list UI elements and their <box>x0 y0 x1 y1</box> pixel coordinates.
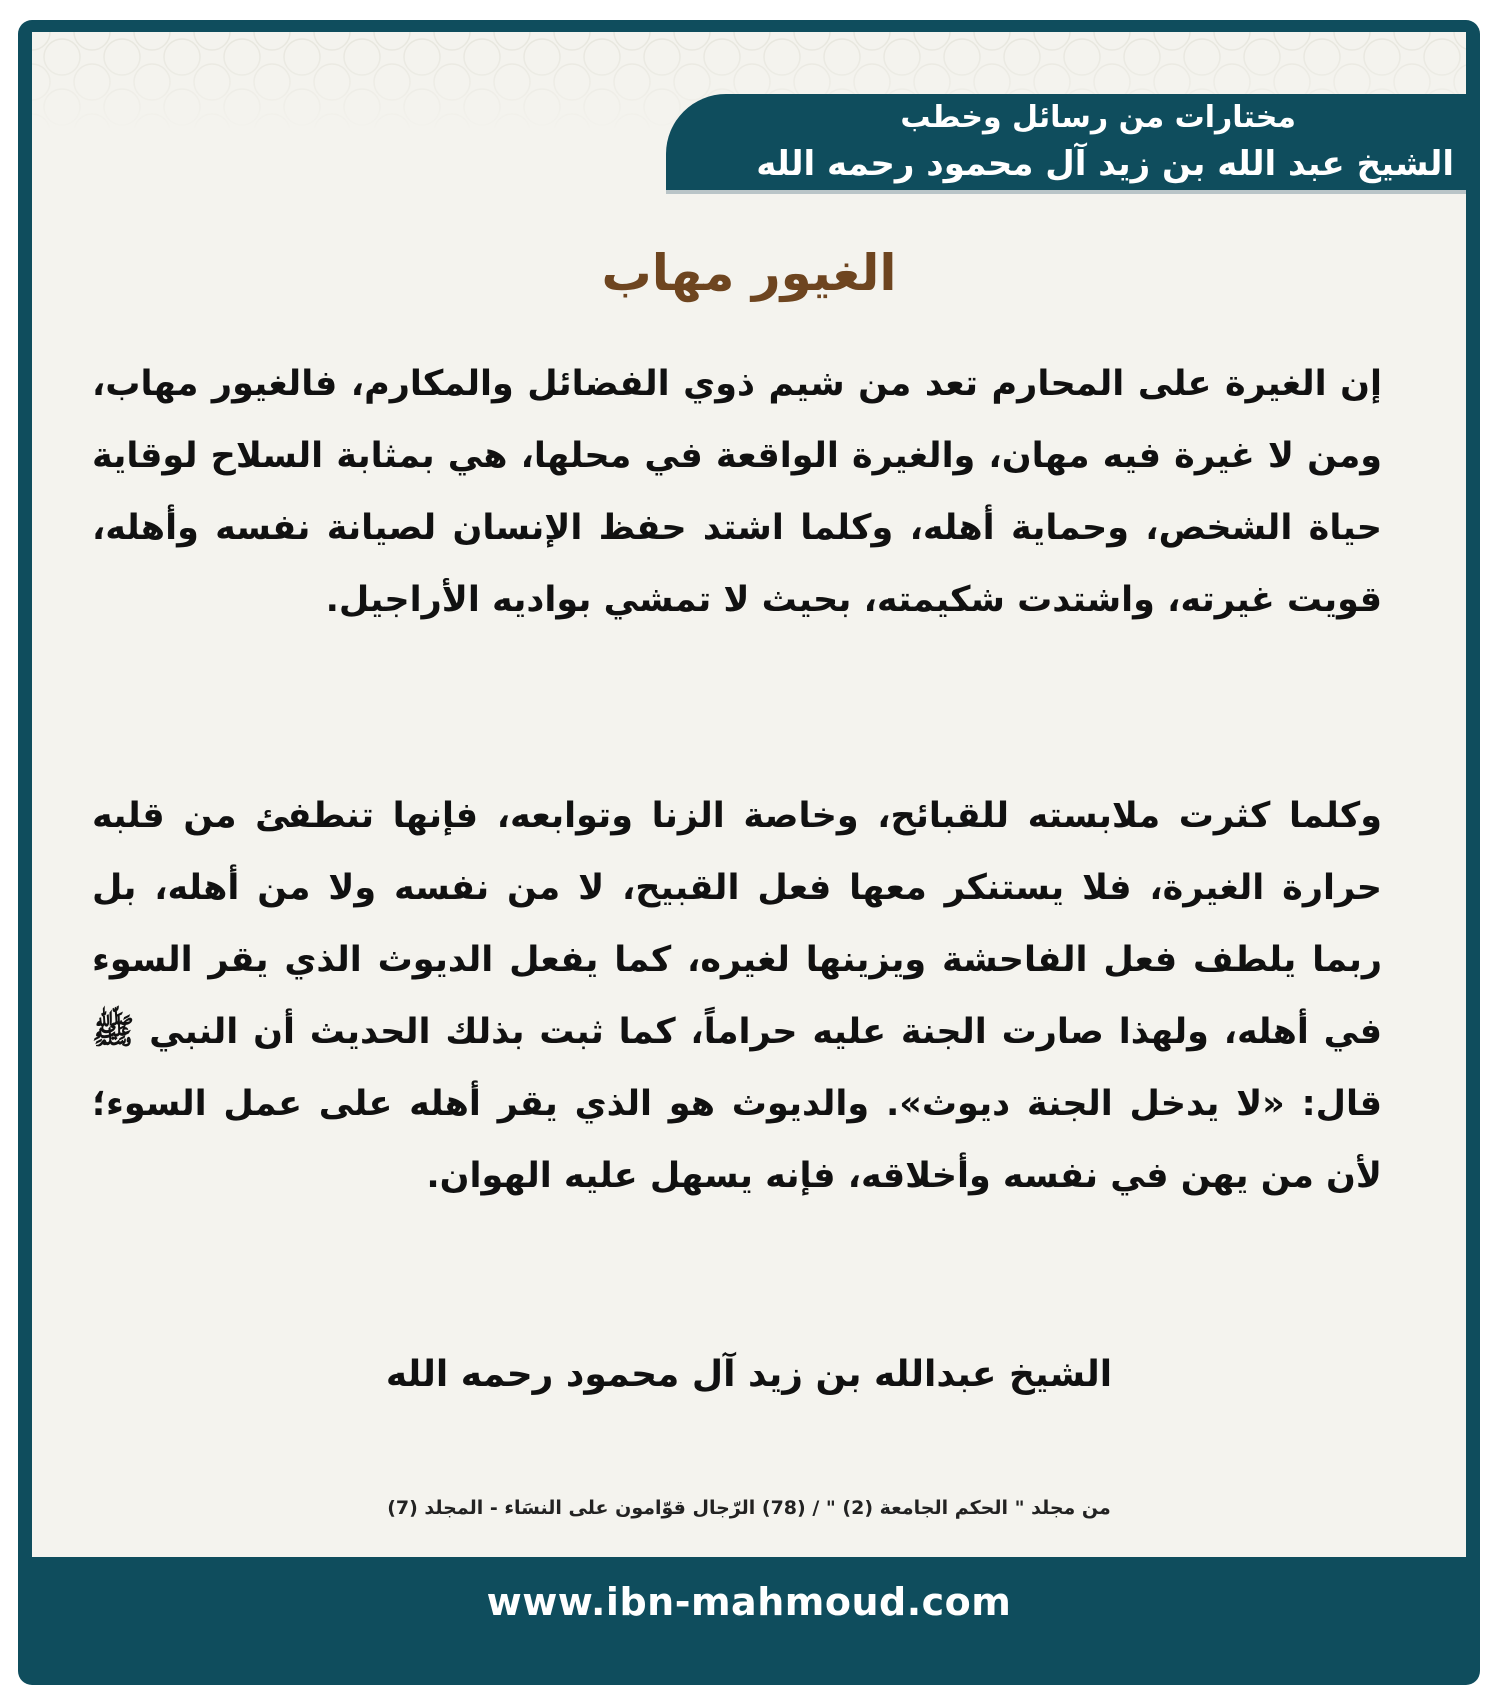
author-signature: الشيخ عبدالله بن زيد آل محمود رحمه الله <box>385 1354 1113 1395</box>
card-frame <box>18 20 1480 1685</box>
paragraph-1: إن الغيرة على المحارم تعد من شيم ذوي الفضائل والمكارم، فالغيور مهاب، ومن لا غيرة فيه مهان، والغيرة الواقعة في محلها، هي بمثابة السلاح لوقاية حياة الشخص، وحماية أهله، وكلما اشتد حفظ الإنسان لصيانة نفسه وأهله، قويت غيرته، واشتدت شكيمته، بحيث لا تمشي بواديه الأراجيل. <box>92 364 1382 620</box>
header-banner <box>666 94 1466 194</box>
header-subtitle: مختارات من رسائل وخطب <box>900 100 1296 135</box>
content-panel <box>32 32 1466 1557</box>
article-title: الغيور مهاب <box>601 244 897 302</box>
website-link[interactable]: www.ibn-mahmoud.com <box>486 1580 1012 1624</box>
source-citation: من مجلد " الحكم الجامعة (2) " / (78) الرّجال قوّامون على النسَاء - المجلد (7) <box>387 1497 1111 1519</box>
header-author: الشيخ عبد الله بن زيد آل محمود رحمه الله <box>756 144 1454 184</box>
paragraph-2: وكلما كثرت ملابسته للقبائح، وخاصة الزنا وتوابعه، فإنها تنطفئ من قلبه حرارة الغيرة، فلا يستنكر معها فعل القبيح، لا من نفسه ولا من أهله، بل ربما يلطف فعل الفاحشة ويزينها لغيره، كما يفعل الديوث الذي يقر السوء في أهله، ولهذا صارت الجنة عليه حراماً، كما ثبت بذلك الحديث أن النبي ﷺ قال: «لا يدخل الجنة ديوث». والديوث هو الذي يقر أهله على عمل السوء؛ لأن من يهن في نفسه وأخلاقه، فإنه يسهل عليه الهوان. <box>92 796 1382 1196</box>
